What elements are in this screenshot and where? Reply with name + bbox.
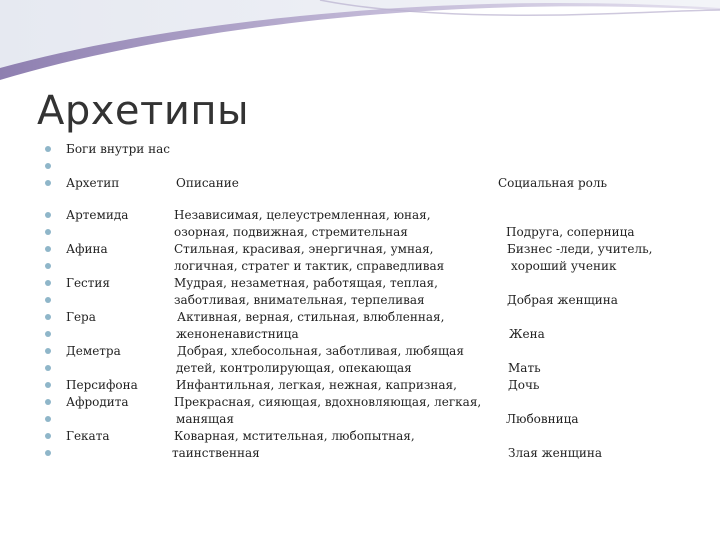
table-row xyxy=(0,309,720,325)
archetype-name: Гера xyxy=(66,310,96,324)
subtitle-row xyxy=(0,141,720,157)
archetype-description: Коварная, мстительная, любопытная, xyxy=(174,429,415,443)
subtitle-text: Боги внутри нас xyxy=(66,142,170,156)
archetype-name: Деметра xyxy=(66,344,121,358)
archetype-social-role: Добрая женщина xyxy=(507,293,618,307)
bullet-icon xyxy=(45,365,51,371)
archetype-description: Мудрая, незаметная, работящая, теплая, xyxy=(174,276,438,290)
archetype-social-role: Любовница xyxy=(506,412,579,426)
table-row xyxy=(0,241,720,257)
archetype-name: Афродита xyxy=(66,395,129,409)
table-row xyxy=(0,258,720,274)
archetype-name: Афина xyxy=(66,242,108,256)
table-row xyxy=(0,224,720,240)
archetype-description: манящая xyxy=(176,412,234,426)
table-row xyxy=(0,411,720,427)
archetype-description: женоненавистница xyxy=(176,327,299,341)
table-row xyxy=(0,445,720,461)
archetype-social-role: Дочь xyxy=(508,378,540,392)
bullet-icon xyxy=(45,180,51,186)
archetype-social-role: Злая женщина xyxy=(508,446,603,460)
bullet-icon xyxy=(45,229,51,235)
table-row xyxy=(0,326,720,342)
slide-title: Архетипы xyxy=(37,88,250,134)
archetype-social-role: Мать xyxy=(508,361,541,375)
bullet-icon xyxy=(45,212,51,218)
header-description: Описание xyxy=(176,176,239,190)
table-row xyxy=(0,275,720,291)
archetype-description: таинственная xyxy=(172,446,260,460)
empty-row xyxy=(0,158,720,174)
archetype-social-role: Бизнес -леди, учитель, xyxy=(507,242,653,256)
archetype-social-role: Жена xyxy=(509,327,545,341)
archetype-description: логичная, стратег и тактик, справедливая xyxy=(174,259,445,273)
header-row xyxy=(0,175,720,191)
archetype-description: заботливая, внимательная, терпеливая xyxy=(174,293,425,307)
table-row xyxy=(0,360,720,376)
bullet-icon xyxy=(45,246,51,252)
bullet-icon xyxy=(45,382,51,388)
bullet-icon xyxy=(45,297,51,303)
table-row xyxy=(0,377,720,393)
header-archetype: Архетип xyxy=(66,176,120,190)
archetype-name: Геката xyxy=(66,429,110,443)
decorative-wave-header xyxy=(0,0,720,90)
archetype-name: Артемида xyxy=(66,208,129,222)
archetype-description: Стильная, красивая, энергичная, умная, xyxy=(174,242,434,256)
archetype-description: Независимая, целеустремленная, юная, xyxy=(174,208,431,222)
archetype-description: Добрая, хлебосольная, заботливая, любящая xyxy=(177,344,464,358)
bullet-icon xyxy=(45,348,51,354)
bullet-icon xyxy=(45,416,51,422)
table-row xyxy=(0,343,720,359)
archetype-social-role: хороший ученик xyxy=(511,259,617,273)
archetype-name: Гестия xyxy=(66,276,110,290)
table-row xyxy=(0,207,720,223)
table-row xyxy=(0,394,720,410)
header-social-role: Социальная роль xyxy=(498,176,608,190)
archetype-description: Прекрасная, сияющая, вдохновляющая, легкая, xyxy=(174,395,482,409)
archetype-description: Инфантильная, легкая, нежная, капризная, xyxy=(176,378,457,392)
archetype-social-role: Подруга, соперница xyxy=(506,225,635,239)
archetype-description: озорная, подвижная, стремительная xyxy=(174,225,408,239)
bullet-icon xyxy=(45,399,51,405)
archetype-name: Персифона xyxy=(66,378,138,392)
bullet-icon xyxy=(45,314,51,320)
archetype-description: Активная, верная, стильная, влюбленная, xyxy=(177,310,445,324)
bullet-icon xyxy=(45,163,51,169)
bullet-icon xyxy=(45,450,51,456)
archetype-description: детей, контролирующая, опекающая xyxy=(176,361,412,375)
bullet-icon xyxy=(45,331,51,337)
bullet-icon xyxy=(45,146,51,152)
table-row xyxy=(0,292,720,308)
table-row xyxy=(0,428,720,444)
bullet-icon xyxy=(45,433,51,439)
bullet-icon xyxy=(45,280,51,286)
bullet-icon xyxy=(45,263,51,269)
